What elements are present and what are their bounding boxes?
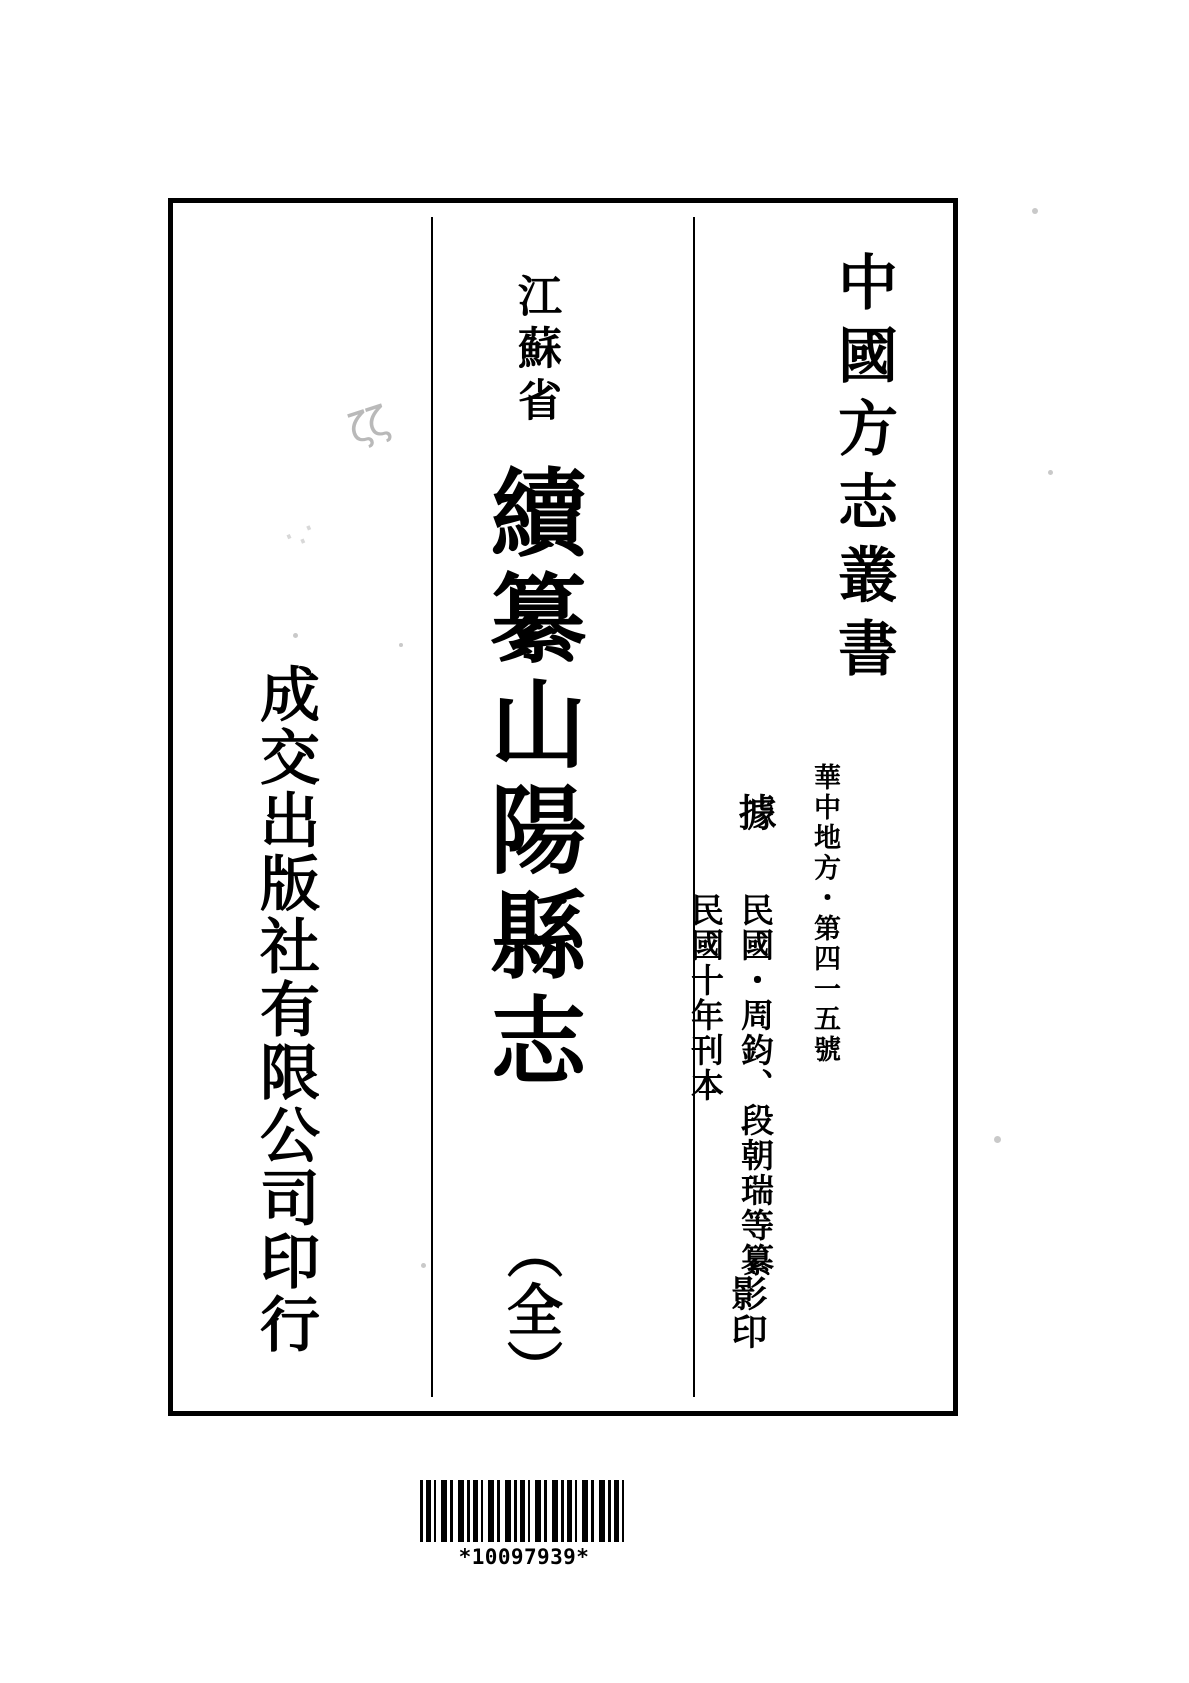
barcode-bars-icon [420,1480,628,1542]
publisher-imprint: 成交出版社有限公司印行 [250,663,320,1356]
paper-speck-icon [421,1263,426,1268]
column-divider-right [693,217,695,1397]
reproduction-note: 影印 [726,1275,768,1351]
paper-speck-icon [399,643,403,647]
basis-edition: 民國十年刊本 [686,893,725,1103]
stain-mark-icon: ·.· [276,508,323,558]
paper-speck-icon [994,1136,1001,1143]
series-title: 中國方志叢書 [828,251,898,691]
series-subtitle: 華中地方・第四一五號 [809,763,840,1066]
title-page-frame [168,198,958,1416]
paper-speck-icon [293,633,298,638]
barcode [420,1480,628,1569]
barcode-number: *10097939* [458,1545,590,1569]
paper-speck-icon [1032,208,1038,214]
column-divider-left [431,217,433,1397]
handwritten-mark-icon: ζζ [342,398,393,454]
book-main-title: 續纂山陽縣志 [475,463,588,1097]
volume-completeness-mark: （全） [498,1223,564,1398]
paper-speck-icon [1048,470,1053,475]
province-label: 江蘇省 [510,273,561,429]
basis-label: 據 [732,793,777,833]
basis-compilers: 民國・周鈞、段朝瑞等纂 [736,893,775,1278]
